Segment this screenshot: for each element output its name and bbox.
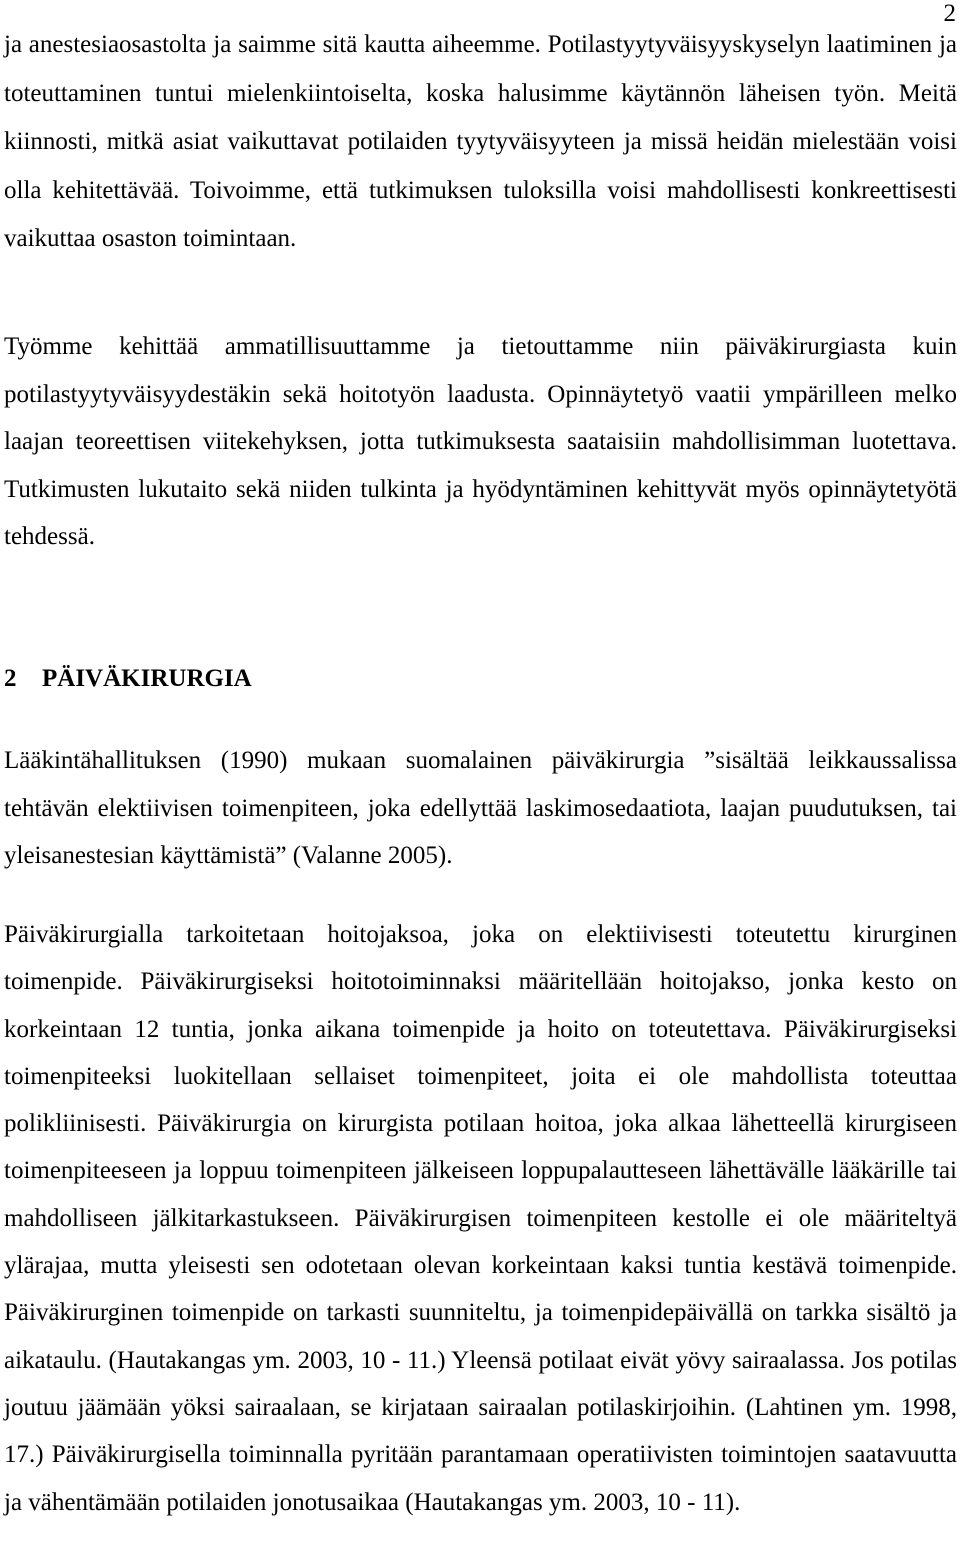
section-title: PÄIVÄKIRURGIA [42, 665, 252, 692]
paragraph-development: Työmme kehittää ammatillisuuttamme ja tietouttamme niin päiväkirurgiasta kuin potilastyytyväisyydestäkin sekä hoitotyön laadusta. Opinnäytetyö vaatii ympärilleen melko laajan teoreettisen viitekehyksen, jotta tutkimuksesta saataisiin mahdollisimman luotettava. Tutkimusten lukutaito sekä niiden tulkinta ja hyödyntäminen kehittyvät myös opinnäytetyötä tehdessä. [4, 333, 957, 550]
section-heading [4, 661, 252, 697]
paragraph-intro: ja anestesiaosastolta ja saimme sitä kautta aiheemme. Potilastyytyväisyyskyselyn laatiminen ja toteuttaminen tuntui mielenkiintoiselta, koska halusimme käytännön läheisen työn. Meitä kiinnosti, mitkä asiat vaikuttavat potilaiden tyytyväisyyteen ja missä heidän mielestään voisi olla kehitettävää. Toivoimme, että tutkimuksen tuloksilla voisi mahdollisesti konkreettisesti vaikuttaa osaston toimintaan. [4, 31, 957, 252]
page-number: 2 [943, 0, 956, 27]
section-number: 2 [4, 665, 17, 692]
paragraph-definition: Lääkintähallituksen (1990) mukaan suomalainen päiväkirurgia ”sisältää leikkaussalissa tehtävän elektiivisen toimenpiteen, joka edellyttää laskimosedaatiota, laajan puudutuksen, tai yleisanestesian käyttämistä” (Valanne 2005). [4, 747, 957, 869]
paragraph-day-surgery: Päiväkirurgialla tarkoitetaan hoitojaksoa, joka on elektiivisesti toteutettu kirurginen toimenpide. Päiväkirurgiseksi hoitotoiminnaksi määritellään hoitojakso, jonka kesto on korkeintaan 12 tuntia, jonka aikana toimenpide ja hoito on toteutettava. Päiväkirurgiseksi toimenpiteeksi luokitellaan sellaiset toimenpiteet, joita ei ole mahdollista toteuttaa polikliinisesti. Päiväkirurgia on kirurgista potilaan hoitoa, joka alkaa lähetteellä kirurgiseen toimenpiteeseen ja loppuu toimenpiteen jälkeiseen loppupalautteseen lähettävälle lääkärille tai mahdolliseen jälkitarkastukseen. Päiväkirurgisen toimenpiteen kestolle ei ole määriteltyä ylärajaa, mutta yleisesti sen odotetaan olevan korkeintaan kaksi tuntia kestävä toimenpide. Päiväkirurginen toimenpide on tarkasti suunniteltu, ja toimenpidepäivällä on tarkka sisältö ja aikataulu. (Hautakangas ym. 2003, 10 - 11.) Yleensä potilaat eivät yövy sairaalassa. Jos potilas joutuu jäämään yöksi sairaalaan, se kirjataan sairaalan potilaskirjoihin. (Lahtinen ym. 1998, 17.) Päiväkirurgisella toiminnalla pyritään parantamaan operatiivisten toimintojen saatavuutta ja vähentämään potilaiden jonotusaikaa (Hautakangas ym. 2003, 10 - 11). [4, 921, 957, 1516]
